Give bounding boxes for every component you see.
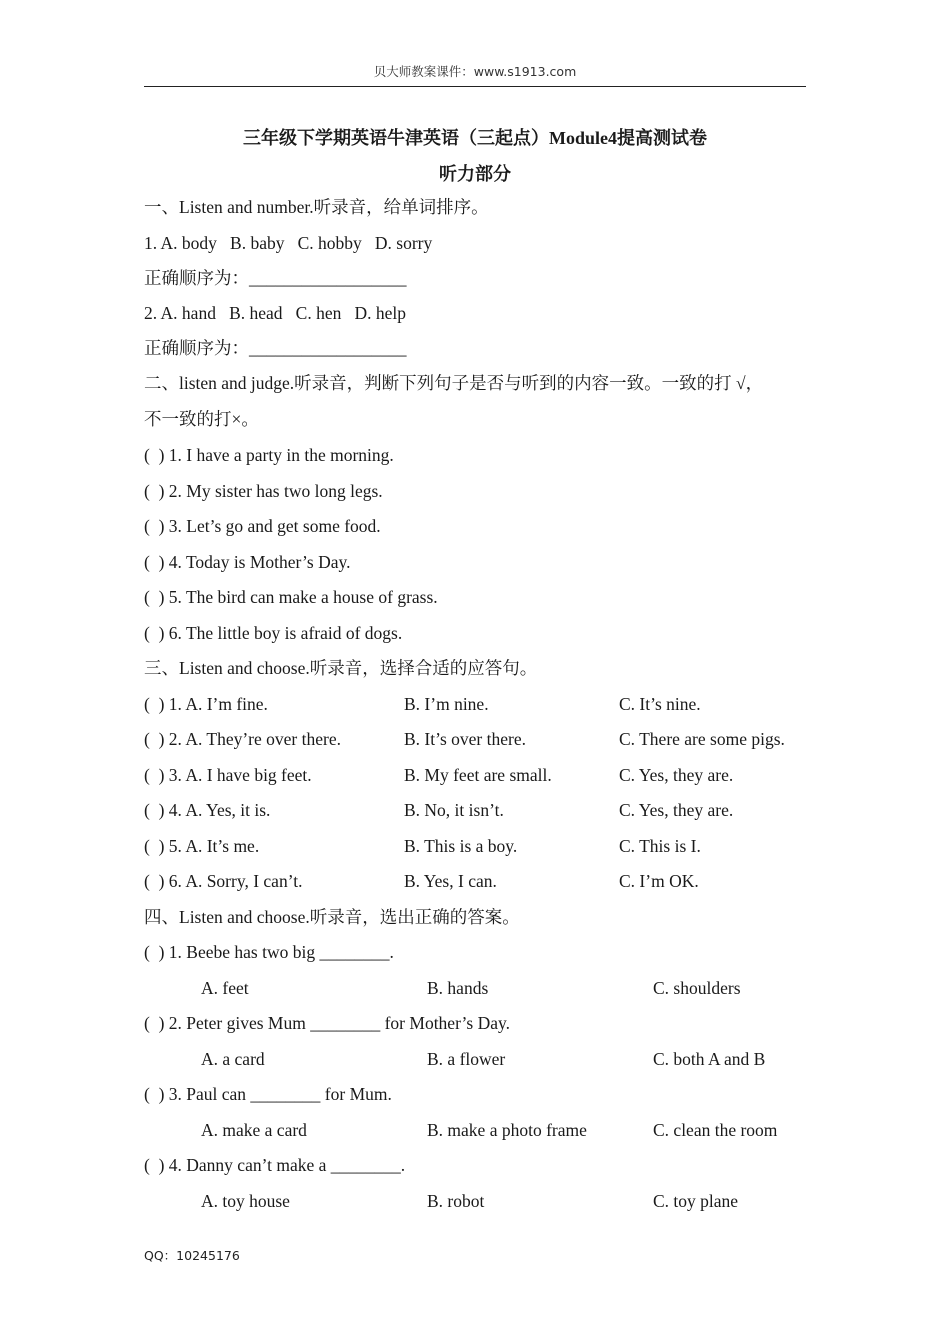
section4-q2-option-c: C. both A and B	[653, 1049, 766, 1069]
section2-item-2: ( ) 2. My sister has two long legs.	[144, 481, 383, 501]
document-subtitle: 听力部分	[439, 164, 511, 184]
section2-item-6: ( ) 6. The little boy is afraid of dogs.	[144, 623, 403, 643]
section4-q1-option-c: C. shoulders	[653, 978, 741, 998]
section3-item-1-option-b: B. I’m nine.	[404, 694, 489, 714]
section3-item-5-option-a: ( ) 5. A. It’s me.	[144, 836, 260, 856]
section4-q3-option-b: B. make a photo frame	[427, 1120, 587, 1140]
section4-options-3	[0, 1118, 950, 1142]
section3-item-1-option-c: C. It’s nine.	[619, 694, 701, 714]
section4-heading: 四、Listen and choose.听录音，选出正确的答案。	[144, 907, 520, 927]
section1-answer-1: 正确顺序为：__________________	[144, 268, 407, 288]
section3-item-2-option-b: B. It’s over there.	[404, 729, 526, 749]
section4-q1-option-a: A. feet	[201, 978, 249, 998]
section3-item-2	[0, 727, 950, 751]
section4-options-2	[0, 1047, 950, 1071]
section4-q1-option-b: B. hands	[427, 978, 489, 998]
section3-item-5-option-c: C. This is I.	[619, 836, 701, 856]
section4-options-1	[0, 976, 950, 1000]
section3-item-5	[0, 834, 950, 858]
section2-heading-line2: 不一致的打×。	[144, 409, 259, 429]
section2-item-5: ( ) 5. The bird can make a house of grass.	[144, 587, 438, 607]
section4-question-2: ( ) 2. Peter gives Mum ________ for Mother’s Day.	[144, 1013, 510, 1033]
section3-item-4-option-a: ( ) 4. A. Yes, it is.	[144, 800, 271, 820]
section1-heading: 一、Listen and number.听录音，给单词排序。	[144, 197, 489, 217]
page-header	[144, 62, 806, 87]
section3-item-5-option-b: B. This is a boy.	[404, 836, 518, 856]
section3-item-3-option-b: B. My feet are small.	[404, 765, 552, 785]
section4-question-4: ( ) 4. Danny can’t make a ________.	[144, 1155, 406, 1175]
section4-q2-option-b: B. a flower	[427, 1049, 506, 1069]
section3-item-6	[0, 869, 950, 893]
section2-item-1: ( ) 1. I have a party in the morning.	[144, 445, 394, 465]
section4-options-4	[0, 1189, 950, 1213]
section4-q4-option-a: A. toy house	[201, 1191, 290, 1211]
section1-question-2: 2. A. hand B. head C. hen D. help	[144, 303, 406, 323]
section3-item-3	[0, 763, 950, 787]
section3-item-6-option-b: B. Yes, I can.	[404, 871, 497, 891]
section4-question-3: ( ) 3. Paul can ________ for Mum.	[144, 1084, 392, 1104]
section4-q4-option-c: C. toy plane	[653, 1191, 739, 1211]
document-title: 三年级下学期英语牛津英语（三起点）Module4提高测试卷	[243, 128, 707, 148]
section4-q3-option-c: C. clean the room	[653, 1120, 778, 1140]
page-footer: QQ：10245176	[144, 1248, 240, 1263]
section3-item-2-option-c: C. There are some pigs.	[619, 729, 785, 749]
section2-item-4: ( ) 4. Today is Mother’s Day.	[144, 552, 351, 572]
section3-item-6-option-c: C. I’m OK.	[619, 871, 699, 891]
section4-q4-option-b: B. robot	[427, 1191, 485, 1211]
section4-q2-option-a: A. a card	[201, 1049, 265, 1069]
section3-item-1-option-a: ( ) 1. A. I’m fine.	[144, 694, 268, 714]
section3-item-4	[0, 798, 950, 822]
section3-item-1	[0, 692, 950, 716]
section1-answer-2: 正确顺序为：__________________	[144, 338, 407, 358]
section3-item-2-option-a: ( ) 2. A. They’re over there.	[144, 729, 341, 749]
section3-item-4-option-c: C. Yes, they are.	[619, 800, 734, 820]
section3-heading: 三、Listen and choose.听录音，选择合适的应答句。	[144, 658, 538, 678]
section3-item-3-option-c: C. Yes, they are.	[619, 765, 734, 785]
section2-item-3: ( ) 3. Let’s go and get some food.	[144, 516, 381, 536]
section4-q3-option-a: A. make a card	[201, 1120, 307, 1140]
section3-item-3-option-a: ( ) 3. A. I have big feet.	[144, 765, 312, 785]
section4-question-1: ( ) 1. Beebe has two big ________.	[144, 942, 394, 962]
section3-item-4-option-b: B. No, it isn’t.	[404, 800, 504, 820]
section2-heading-line1: 二、listen and judge.听录音，判断下列句子是否与听到的内容一致。一致的打 √，	[144, 373, 764, 393]
section1-question-1: 1. A. body B. baby C. hobby D. sorry	[144, 233, 433, 253]
header-text: 贝大师教案课件：www.s1913.com	[373, 64, 577, 79]
section3-item-6-option-a: ( ) 6. A. Sorry, I can’t.	[144, 871, 303, 891]
